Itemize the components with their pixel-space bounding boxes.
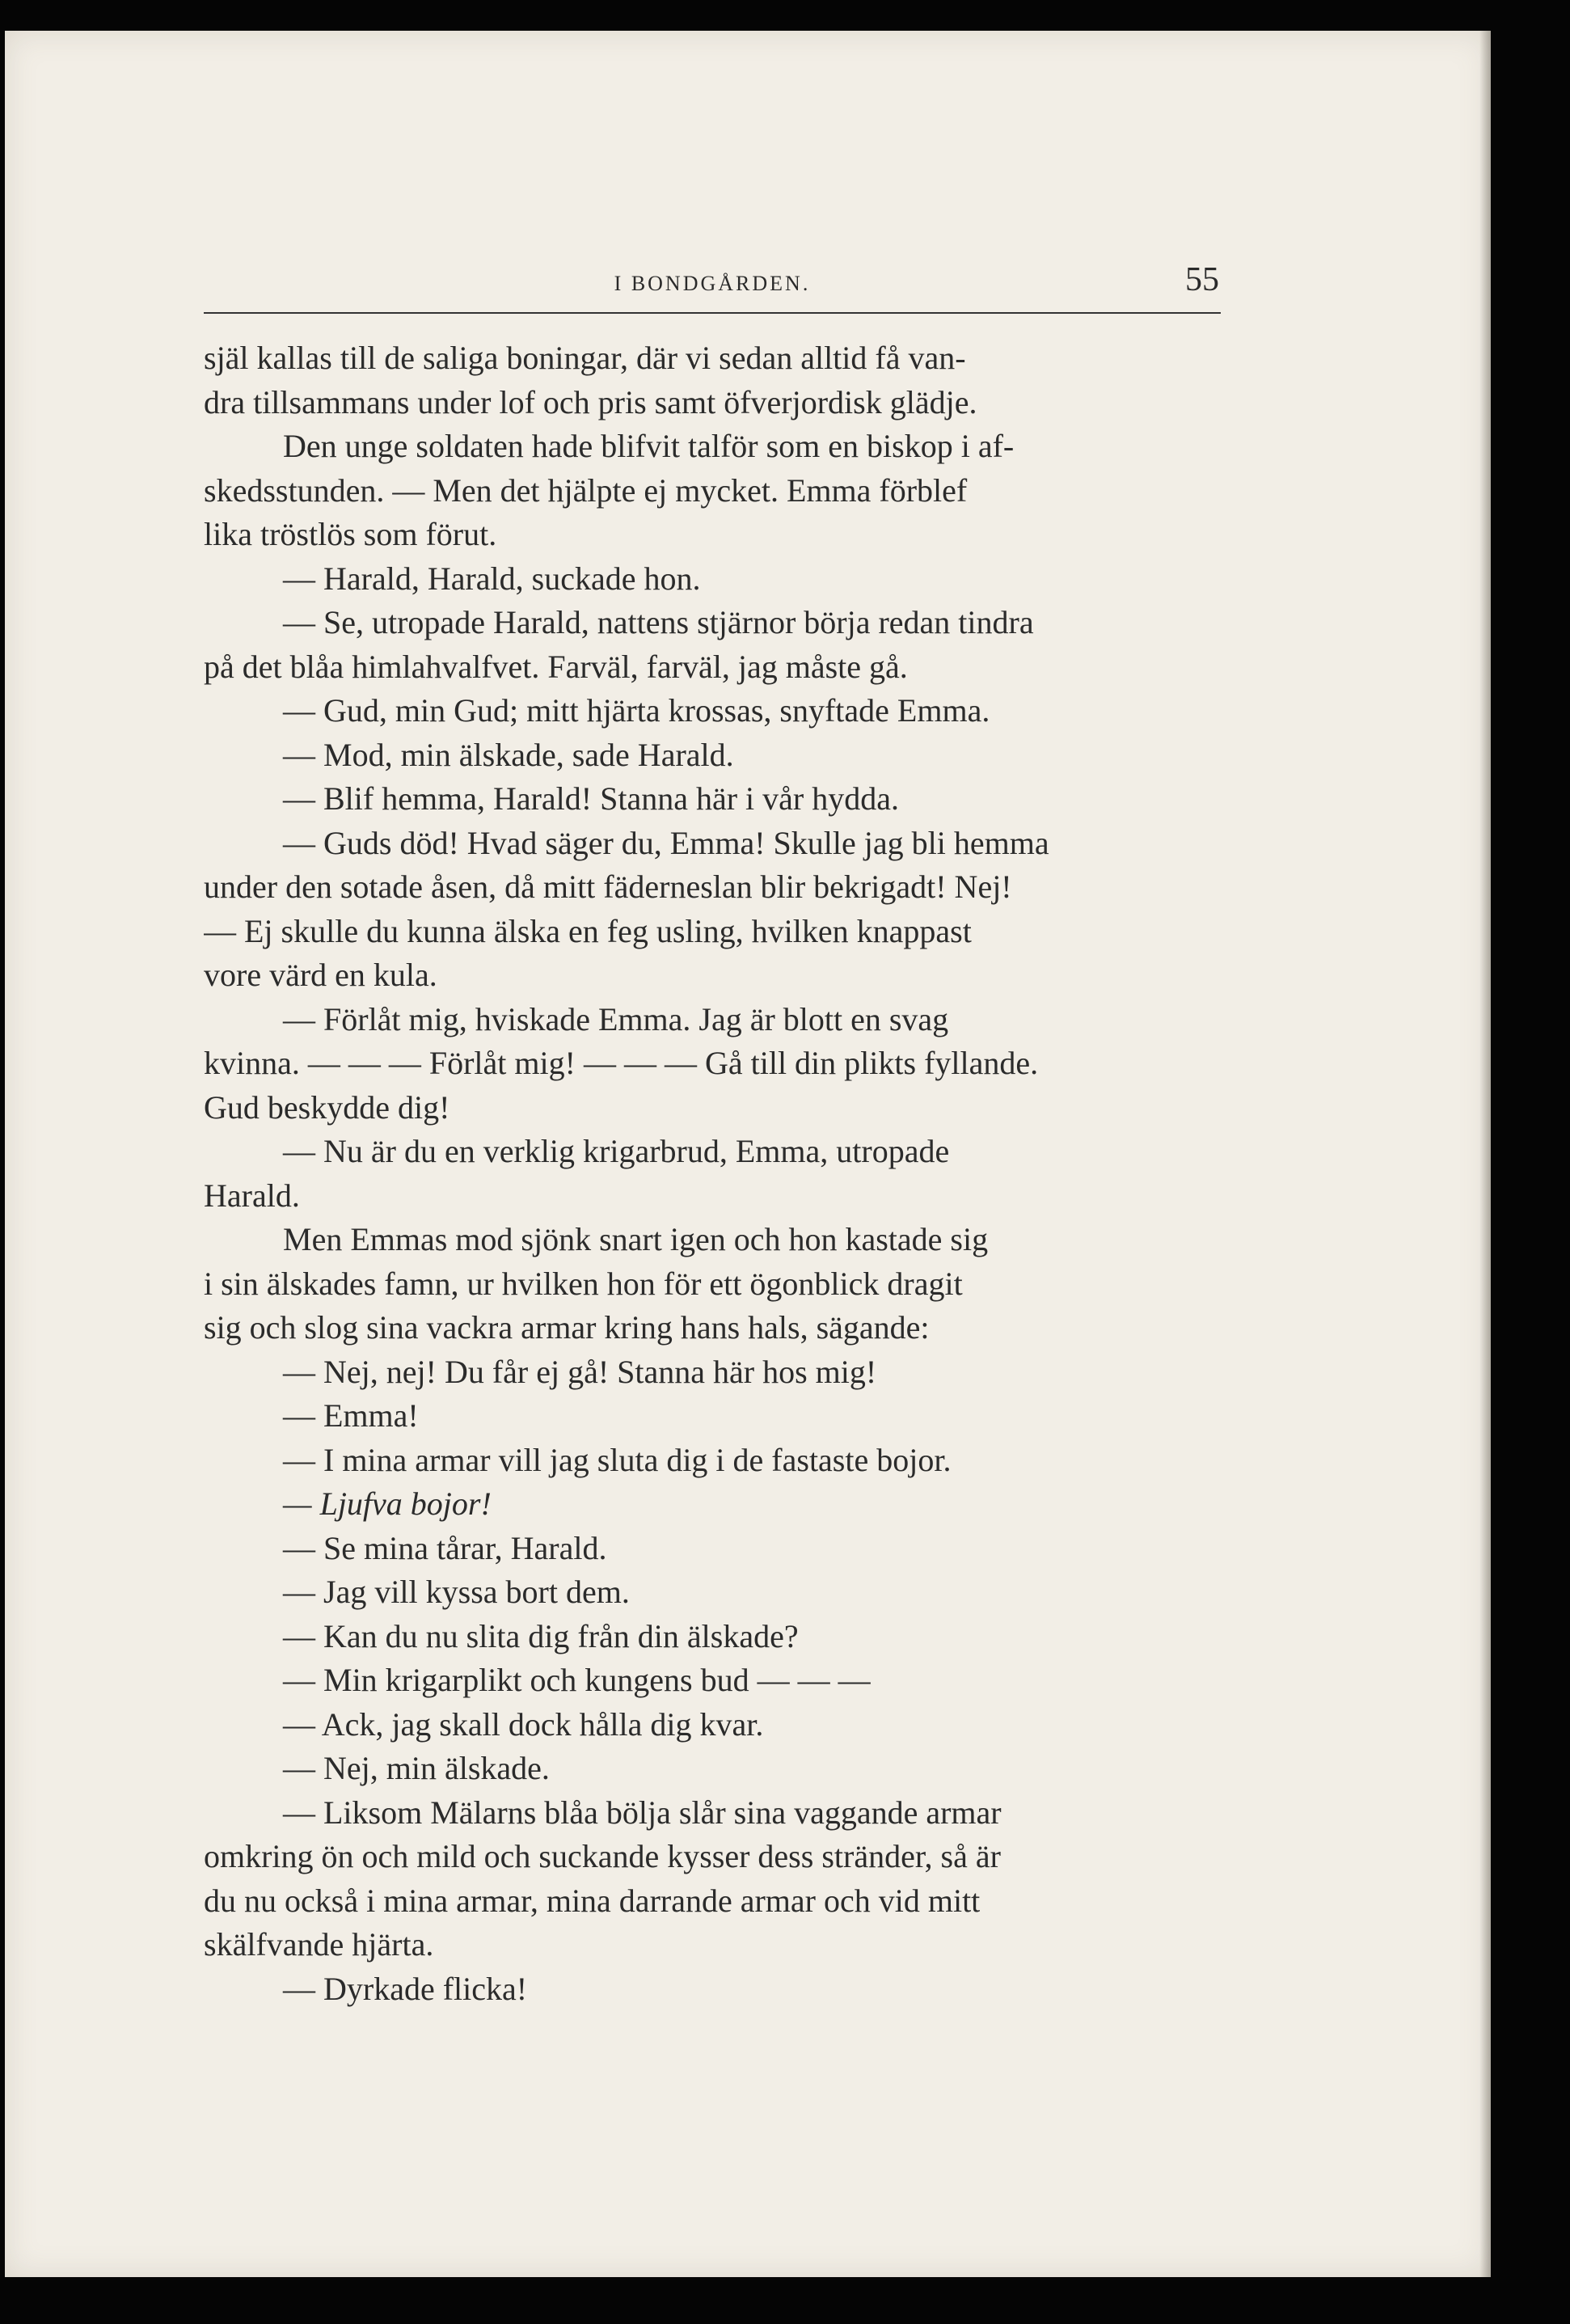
- text-line: — Förlåt mig, hviskade Emma. Jag är blott en svag: [283, 1000, 949, 1037]
- text-line: — Ej skulle du kunna älska en feg usling, hvilken knappast: [204, 912, 972, 949]
- text-line: — Mod, min älskade, sade Harald.: [283, 736, 734, 773]
- page-edge-shadow: [1479, 31, 1491, 2277]
- text-line: omkring ön och mild och suckande kysser dess stränder, så är: [204, 1838, 1001, 1874]
- text-line: — Ack, jag skall dock hålla dig kvar.: [283, 1705, 764, 1743]
- text-line: sig och slog sina vackra armar kring hans hals, sägande:: [204, 1309, 930, 1346]
- book-page: [5, 31, 1491, 2277]
- text-line: lika tröstlös som förut.: [204, 516, 497, 552]
- text-line: Gud beskydde dig!: [204, 1088, 450, 1126]
- text-line: — Emma!: [283, 1397, 419, 1434]
- text-line: — Kan du nu slita dig från din älskade?: [283, 1617, 799, 1654]
- text-line-italic: — Ljufva bojor!: [283, 1485, 492, 1522]
- text-line: — Se mina tårar, Harald.: [283, 1529, 607, 1566]
- text-line: Harald.: [204, 1177, 300, 1214]
- text-line: — Liksom Mälarns blåa bölja slår sina vaggande armar: [283, 1794, 1002, 1831]
- body-text: [204, 336, 1219, 2011]
- text-line: Men Emmas mod sjönk snart igen och hon kastade sig: [283, 1221, 989, 1257]
- chapter-title: I BONDGÅRDEN.: [614, 272, 811, 295]
- text-line: — Dyrkade flicka!: [283, 1970, 528, 2007]
- text-line: — Min krigarplikt och kungens bud — — —: [283, 1662, 871, 1698]
- page-number: 55: [1185, 261, 1219, 298]
- text-line: — Nej, nej! Du får ej gå! Stanna här hos mig!: [283, 1353, 877, 1390]
- text-line: Den unge soldaten hade blifvit talför som en biskop i af-: [283, 428, 1015, 464]
- text-line: skedsstunden. — Men det hjälpte ej mycket. Emma förblef: [204, 471, 968, 509]
- text-line: kvinna. — — — Förlåt mig! — — — Gå till din plikts fyllande.: [204, 1045, 1039, 1081]
- text-line: — Gud, min Gud; mitt hjärta krossas, snyftade Emma.: [283, 692, 990, 729]
- running-head: [204, 247, 1221, 314]
- text-line: — Jag vill kyssa bort dem.: [283, 1574, 630, 1610]
- text-line: — Nej, min älskade.: [283, 1750, 550, 1786]
- text-line: — Guds död! Hvad säger du, Emma! Skulle jag bli hemma: [283, 824, 1049, 861]
- text-line: — Se, utropade Harald, nattens stjärnor börja redan tindra: [283, 604, 1034, 640]
- text-line: du nu också i mina armar, mina darrande armar och vid mitt: [204, 1882, 981, 1919]
- text-line: skälfvande hjärta.: [204, 1926, 434, 1963]
- text-line: — Blif hemma, Harald! Stanna här i vår hydda.: [283, 780, 899, 817]
- text-line: under den sotade åsen, då mitt fäderneslan blir bekrigadt! Nej!: [204, 868, 1012, 905]
- text-line: — Nu är du en verklig krigarbrud, Emma, utropade: [283, 1133, 950, 1169]
- text-line: — Harald, Harald, suckade hon.: [283, 560, 701, 597]
- text-line: dra tillsammans under lof och pris samt öfverjordisk glädje.: [204, 383, 977, 420]
- text-line: själ kallas till de saliga boningar, där vi sedan alltid få van-: [204, 340, 966, 376]
- text-line: på det blåa himlahvalfvet. Farväl, farväl, jag måste gå.: [204, 648, 908, 685]
- text-line: i sin älskades famn, ur hvilken hon för ett ögonblick dragit: [204, 1265, 963, 1302]
- text-line: — I mina armar vill jag sluta dig i de fastaste bojor.: [283, 1441, 952, 1478]
- text-line: vore värd en kula.: [204, 957, 437, 993]
